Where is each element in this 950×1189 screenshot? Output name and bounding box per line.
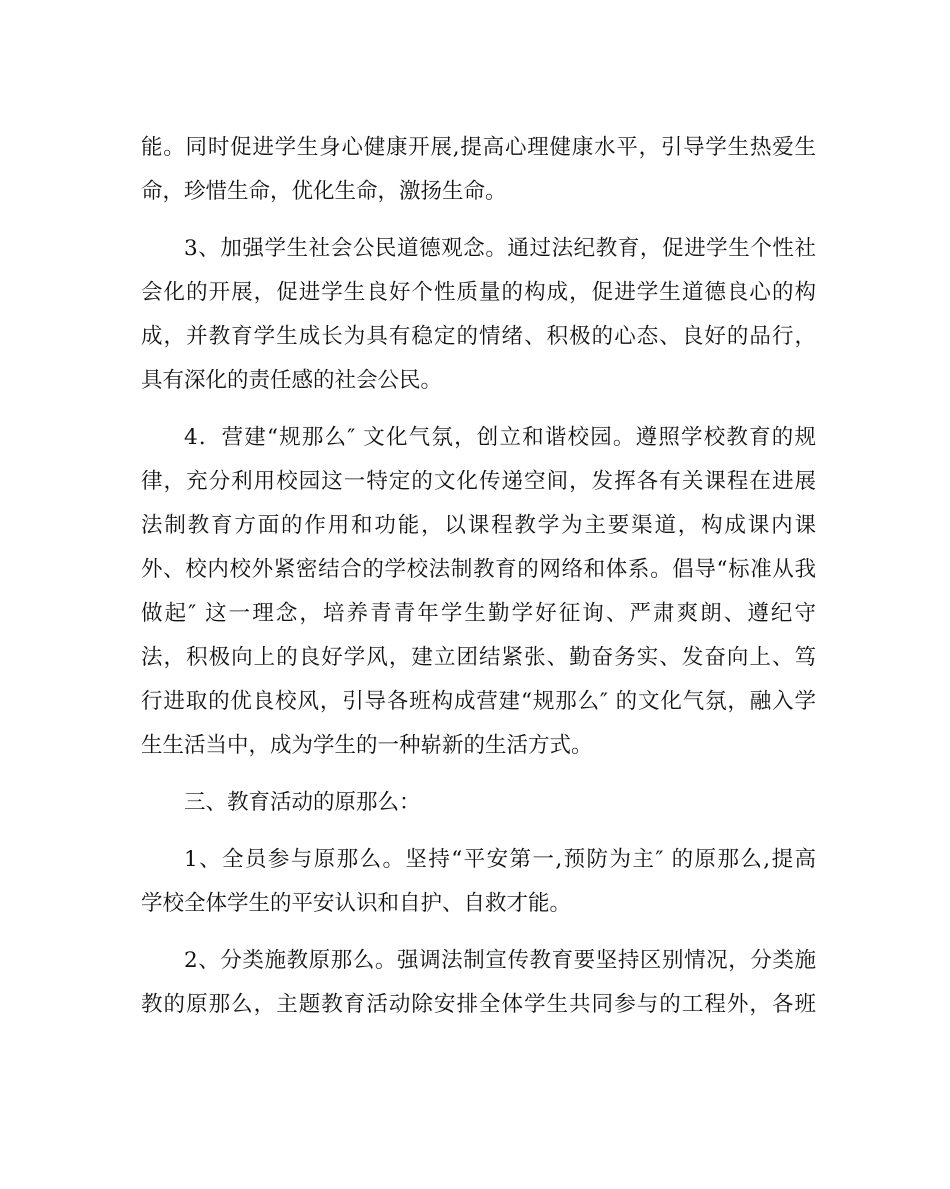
document-body <box>141 126 816 1027</box>
paragraph-line: 法制教育方面的作用和功能，以课程教学为主要渠道，构成课内课 <box>141 513 816 538</box>
paragraph-line: 律，充分利用校园这一特定的文化传递空间，发挥各有关课程在进展 <box>141 469 816 494</box>
paragraph-line: 法，积极向上的良好学风，建立团结紧张、勤奋务实、发奋向上、笃 <box>141 645 816 670</box>
paragraph-line: 教的原那么，主题教育活动除安排全体学生共同参与的工程外，各班 <box>141 992 816 1017</box>
paragraph-line: 会化的开展，促进学生良好个性质量的构成，促进学生道德良心的构 <box>141 280 816 305</box>
paragraph-line: 2、分类施教原那么。强调法制宣传教育要坚持区别情况，分类施 <box>184 948 816 973</box>
paragraph-line: 具有深化的责任感的社会公民。 <box>141 368 443 393</box>
paragraph-line: 外、校内校外紧密结合的学校法制教育的网络和体系。倡导“标准从我 <box>141 557 816 582</box>
paragraph-line: 1、全员参与原那么。坚持“平安第一,预防为主″ 的原那么,提高 <box>184 847 816 872</box>
paragraph-line: 3、加强学生社会公民道德观念。通过法纪教育，促进学生个性社 <box>184 236 816 261</box>
paragraph-line: 做起″ 这一理念，培养青青年学生勤学好征询、严肃爽朗、遵纪守 <box>141 601 816 626</box>
paragraph-line: 学校全体学生的平安认识和自护、自救才能。 <box>141 891 572 916</box>
section-heading: 三、教育活动的原那么： <box>184 790 421 815</box>
paragraph-line: 行进取的优良校风，引导各班构成营建“规那么″ 的文化气氛，融入学 <box>141 689 816 714</box>
paragraph-line: 生生活当中，成为学生的一种崭新的生活方式。 <box>141 733 593 758</box>
paragraph-line: 4．营建“规那么″ 文化气氛，创立和谐校园。遵照学校教育的规 <box>184 425 816 450</box>
paragraph-line: 能。同时促进学生身心健康开展,提高心理健康水平，引导学生热爱生 <box>141 135 816 160</box>
paragraph-line: 命，珍惜生命，优化生命，激扬生命。 <box>141 179 507 204</box>
paragraph-line: 成，并教育学生成长为具有稳定的情绪、积极的心态、良好的品行， <box>141 324 816 349</box>
